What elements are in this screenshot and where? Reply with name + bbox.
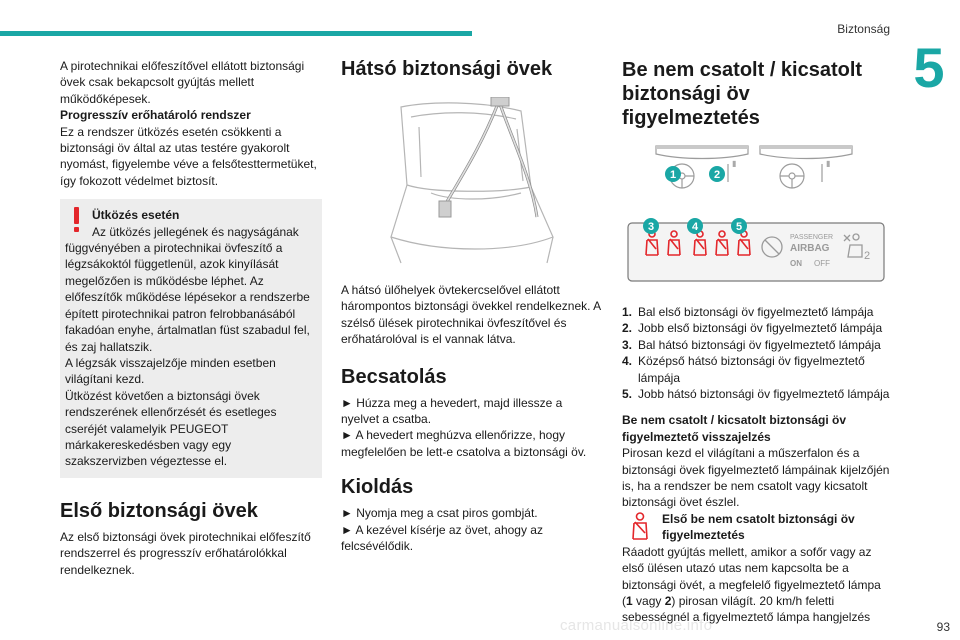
- warning-box: [60, 199, 322, 478]
- seat-belt-icon: [624, 511, 656, 541]
- unbuckled-warning-title: Be nem csatolt / kicsatolt biztonsági öv figyelmeztetés: [622, 59, 863, 129]
- visual-warning-title: Be nem csatolt / kicsatolt biztonsági öv figyelmeztető visszajelzés: [622, 413, 847, 444]
- fasten-step-2: ► A hevedert meghúzva ellenőrizze, hogy megfelelően be lett-e csatolva a biztonsági öv.: [341, 428, 587, 459]
- column-2: [341, 58, 603, 554]
- marker-3: 3: [647, 221, 655, 233]
- rear-seat-belt-illustration: [371, 97, 561, 265]
- front-belt-warning-text: Ráadott gyújtás mellett, amikor a sofőr vagy az első ülésen utazó utas nem kapcsolta be a biztonsági övét, a megfelelő figyelmeztető lámpa (1 vagy 2) pirosan világít. 20 km/h feletti sebességnél a figyelmeztető lámpa hangjelzés: [622, 544, 881, 625]
- seat-number-label: 2: [864, 250, 871, 262]
- warning-first-line: Az ütközés jellegének és nagyságának: [92, 224, 299, 239]
- rear-belts-title: Hátsó biztonsági övek: [341, 58, 553, 80]
- front-belts-title: Első biztonsági övek: [60, 499, 258, 522]
- limiter-title: Progresszív erőhatároló rendszer: [60, 108, 251, 123]
- lamp-markers: [622, 160, 890, 236]
- rear-belts-text: A hátsó ülőhelyek övtekercselővel ellátott hárompontos biztonsági övekkel rendelkeznek. A szélső ülések pirotechnikai övfeszítővel és erőhatárolóval is el vannak látva.: [341, 283, 601, 347]
- marker-5: 5: [735, 221, 743, 233]
- front-belt-warning-title: Első be nem csatolt biztonsági öv figyelmeztetés: [662, 511, 855, 543]
- header-accent-bar: [0, 31, 472, 36]
- fasten-title: Becsatolás: [341, 365, 447, 388]
- column-1: [60, 58, 322, 578]
- svg-text:▮: ▮: [732, 159, 737, 168]
- intro-text: A pirotechnikai előfeszítővel ellátott biztonsági övek csak bekapcsolt gyújtás mellett működőképesek.: [60, 59, 305, 106]
- list-item: 5. Jobb hátsó biztonsági öv figyelmeztető lámpája: [622, 387, 890, 402]
- fasten-step-1: ► Húzza meg a hevedert, majd illessze a nyelvet a csatba.: [341, 395, 563, 427]
- release-step-2: ► A kezével kísérje az övet, ahogy az felcsévélődik.: [341, 522, 543, 554]
- airbag-label: AIRBAG: [790, 243, 830, 254]
- svg-text:▮: ▮: [826, 159, 831, 168]
- warning-text-3: Ütközést követően a biztonsági övek rendszerének ellenőrzését és esetleges cseréjét valamelyik PEUGEOT márkakereskedésben vagy egy szakszervizben végeztesse el.: [65, 388, 277, 469]
- passenger-label: PASSENGER: [790, 234, 834, 241]
- front-belts-text: Az első biztonsági övek pirotechnikai előfeszítő rendszerrel és progresszív erőhatárolókkal rendelkeznek.: [60, 529, 311, 577]
- limiter-text: Ez a rendszer ütközés esetén csökkenti a biztonsági öv által az utas testére gyakorolt nyomást, figyelembe véve a felsőtesttermetüket, így fokozott védelmet biztosít.: [60, 124, 317, 188]
- list-item: 2. Jobb első biztonsági öv figyelmeztető lámpája: [622, 321, 883, 336]
- off-label: OFF: [814, 259, 830, 268]
- release-title: Kioldás: [341, 476, 414, 499]
- release-step-1: ► Nyomja meg a csat piros gombját.: [341, 506, 538, 521]
- warning-text: függvényében a pirotechnikai övfeszítő a légzsákoktól függetlenül, azok kinyílását megelőzően is működésbe léphet. Az előfeszítők működése lépésekor a rendszerbe épített pirotechnikai patron felrobbanásából fakadóan enyhe, ártalmatlan füst szabadul fel, és zaj hallatszik.: [65, 241, 310, 354]
- section-title: Biztonság: [837, 22, 890, 36]
- on-label: ON: [790, 259, 802, 268]
- visual-warning-text: Pirosan kezd el világítani a műszerfalon és a biztonsági övek figyelmeztető lámpáinak kijelzőjén is, ha a rendszer be nem csatolt vagy kicsatolt biztonsági övet észlel.: [622, 446, 890, 510]
- column-3: [622, 58, 890, 626]
- list-item: 4. Középső hátsó biztonsági öv figyelmeztető lámpája: [622, 354, 865, 385]
- warning-title: Ütközés esetén: [92, 208, 180, 223]
- watermark: carmanualsonline.info: [560, 617, 713, 634]
- page-number: 93: [936, 620, 950, 634]
- warning-exclamation-icon: [72, 207, 80, 233]
- list-item: 1. Bal első biztonsági öv figyelmeztető lámpája: [622, 305, 874, 319]
- marker-4: 4: [691, 221, 699, 233]
- warning-text-2: A légzsák visszajelzője minden esetben világítani kezd.: [65, 355, 276, 387]
- marker-1: 1: [669, 169, 677, 181]
- chapter-number: 5: [913, 36, 945, 99]
- warning-lamp-legend: [622, 304, 890, 402]
- marker-2: 2: [713, 169, 721, 181]
- list-item: 3. Bal hátsó biztonsági öv figyelmeztető lámpája: [622, 337, 881, 352]
